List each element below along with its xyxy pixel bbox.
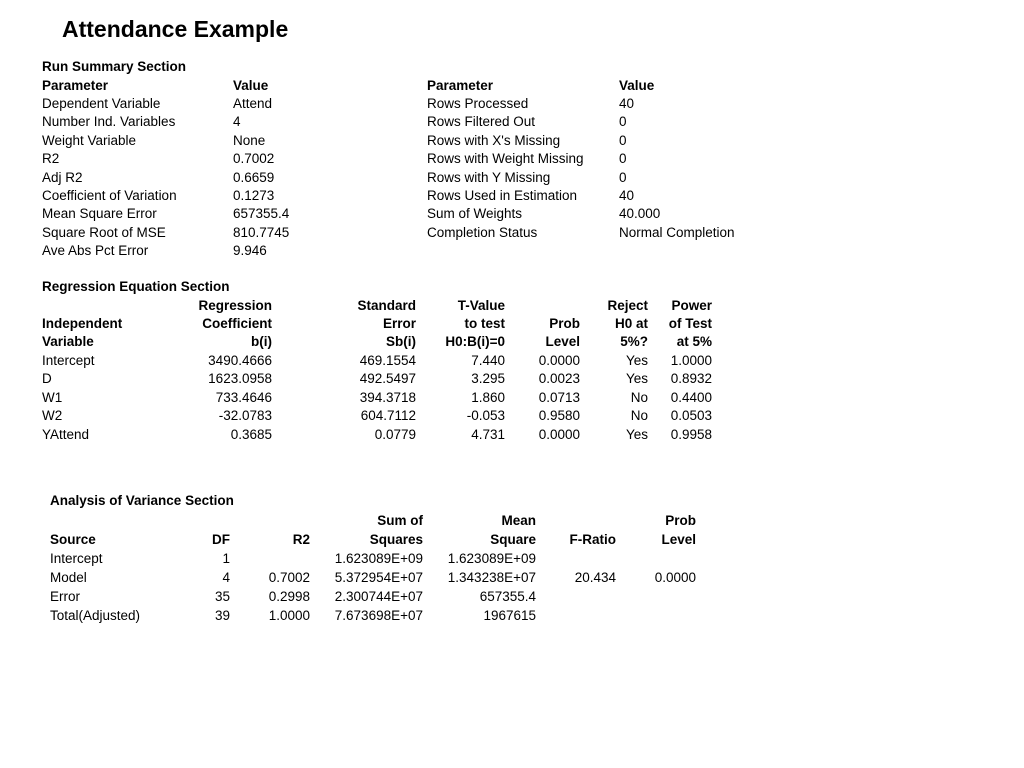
table-cell: 0.2998 [268,588,310,604]
table-cell: 1.623089E+09 [334,551,423,566]
table-cell: 0.0713 [538,389,580,405]
column-header: Squares [369,532,423,547]
parameter-name: Mean Square Error [42,206,157,222]
table-cell: 0.0779 [374,426,416,442]
parameter-value: Normal Completion [619,224,735,240]
table-cell: 39 [214,607,230,623]
column-header: H0 at [614,316,648,331]
variable-name: W1 [42,389,63,405]
parameter-name: Coefficient of Variation [42,188,177,203]
table-cell: 604.7112 [360,408,416,424]
column-header: Level [661,532,696,547]
variable-name: Intercept [42,353,95,368]
parameter-name: Sum of Weights [427,206,523,222]
parameter-value: 0 [619,114,627,130]
variable-name: YAttend [42,426,90,442]
parameter-value: 0.7002 [233,151,275,167]
table-cell: 3490.4666 [208,353,272,368]
column-header: T-Value [457,298,505,313]
anova-title: Analysis of Variance Section [50,493,234,508]
table-cell: -0.053 [466,408,505,424]
table-cell: 0.0503 [670,408,712,424]
regression-title: Regression Equation Section [42,279,230,294]
table-cell: 1.0000 [670,353,712,368]
table-cell: 7.673698E+07 [334,607,423,623]
column-header: to test [464,316,505,331]
table-cell: 1.623089E+09 [447,551,536,566]
column-header: Regression [198,298,272,313]
source-name: Model [50,569,87,585]
table-cell: 0.7002 [268,569,310,585]
parameter-value: 40 [619,188,635,203]
parameter-name: Rows with Y Missing [427,169,551,185]
table-cell: 20.434 [574,569,616,585]
column-header: Prob [665,513,696,528]
parameter-name: Square Root of MSE [42,224,166,240]
parameter-name: Rows Processed [427,96,529,111]
parameter-value: 810.7745 [233,224,290,240]
parameter-name: Dependent Variable [42,96,161,111]
table-cell: Yes [625,353,648,368]
table-cell: 0.9958 [670,426,712,442]
column-header: Mean [501,513,536,528]
column-header: F-Ratio [569,532,616,547]
parameter-name: Completion Status [427,224,538,240]
column-header: R2 [292,532,310,547]
table-cell: 0.8932 [670,371,712,387]
table-cell: 0.4400 [670,389,712,405]
table-cell: 2.300744E+07 [334,588,423,604]
column-header: H0:B(i)=0 [445,334,505,349]
table-cell: 4.731 [471,426,505,442]
table-cell: 394.3718 [359,389,416,405]
parameter-name: Adj R2 [42,169,83,185]
column-header: Source [50,532,96,547]
parameter-value: 4 [233,114,241,130]
variable-name: D [42,371,52,387]
table-cell: 1.860 [471,389,505,405]
parameter-value: 0.1273 [233,188,275,203]
table-cell: 1.0000 [268,607,310,623]
parameter-value: None [233,132,266,148]
column-header: Error [382,316,416,331]
parameter-value: 0 [619,151,627,167]
parameter-value: 0.6659 [233,169,275,185]
parameter-value: 0 [619,169,627,185]
column-header: Value [233,78,269,93]
table-cell: 0.0023 [538,371,580,387]
parameter-name: R2 [42,151,60,167]
column-header: 5%? [620,334,648,349]
parameter-value: 9.946 [233,243,267,259]
parameter-name: Rows with X's Missing [427,132,561,148]
column-header: Level [545,334,580,349]
table-cell: No [630,408,648,424]
column-header: of Test [668,316,712,331]
source-name: Error [50,588,80,604]
table-cell: -32.0783 [218,408,272,424]
page-title: Attendance Example [62,16,289,42]
table-cell: 657355.4 [479,588,536,604]
column-header: Independent [42,316,123,331]
parameter-name: Rows with Weight Missing [427,151,584,167]
table-cell: 0.0000 [654,569,696,585]
table-cell: 492.5497 [359,371,416,387]
parameter-name: Weight Variable [42,132,137,148]
parameter-name: Rows Filtered Out [427,114,536,130]
parameter-value: 40.000 [619,206,661,222]
variable-name: W2 [42,408,63,424]
table-cell: 35 [214,588,230,604]
parameter-name: Ave Abs Pct Error [42,243,149,259]
source-name: Intercept [50,551,103,566]
parameter-name: Number Ind. Variables [42,114,176,130]
table-cell: Yes [625,426,648,442]
table-cell: 1967615 [483,607,536,623]
table-cell: 0.3685 [230,426,272,442]
table-cell: 1.343238E+07 [447,569,536,585]
column-header: Reject [607,298,648,313]
table-cell: 4 [222,569,230,585]
column-header: Parameter [42,78,109,93]
column-header: Coefficient [202,316,272,331]
column-header: Sb(i) [386,334,416,349]
column-header: Sum of [377,513,423,528]
run-summary-title: Run Summary Section [42,59,187,74]
column-header: Power [671,298,712,313]
table-cell: 7.440 [471,353,505,368]
column-header: DF [212,532,230,547]
table-cell: Yes [625,371,648,387]
table-cell: 469.1554 [359,353,416,368]
column-header: Standard [357,298,416,313]
column-header: at 5% [676,334,712,349]
parameter-value: Attend [233,96,273,111]
column-header: b(i) [251,334,272,349]
table-cell: 0.9580 [538,408,580,424]
table-cell: 733.4646 [215,389,272,405]
table-cell: 5.372954E+07 [334,569,423,585]
table-cell: 3.295 [471,371,505,387]
column-header: Square [490,532,536,547]
source-name: Total(Adjusted) [50,607,141,623]
column-header: Variable [42,334,94,349]
column-header: Parameter [427,78,494,93]
table-cell: 0.0000 [538,353,580,368]
table-cell: 0.0000 [538,426,580,442]
table-cell: 1623.0958 [208,371,272,387]
table-cell: No [630,389,648,405]
column-header: Prob [549,316,580,331]
parameter-value: 657355.4 [233,206,290,222]
parameter-value: 0 [619,132,627,148]
parameter-value: 40 [619,96,635,111]
table-cell: 1 [222,551,230,566]
parameter-name: Rows Used in Estimation [427,188,578,203]
column-header: Value [619,78,655,93]
